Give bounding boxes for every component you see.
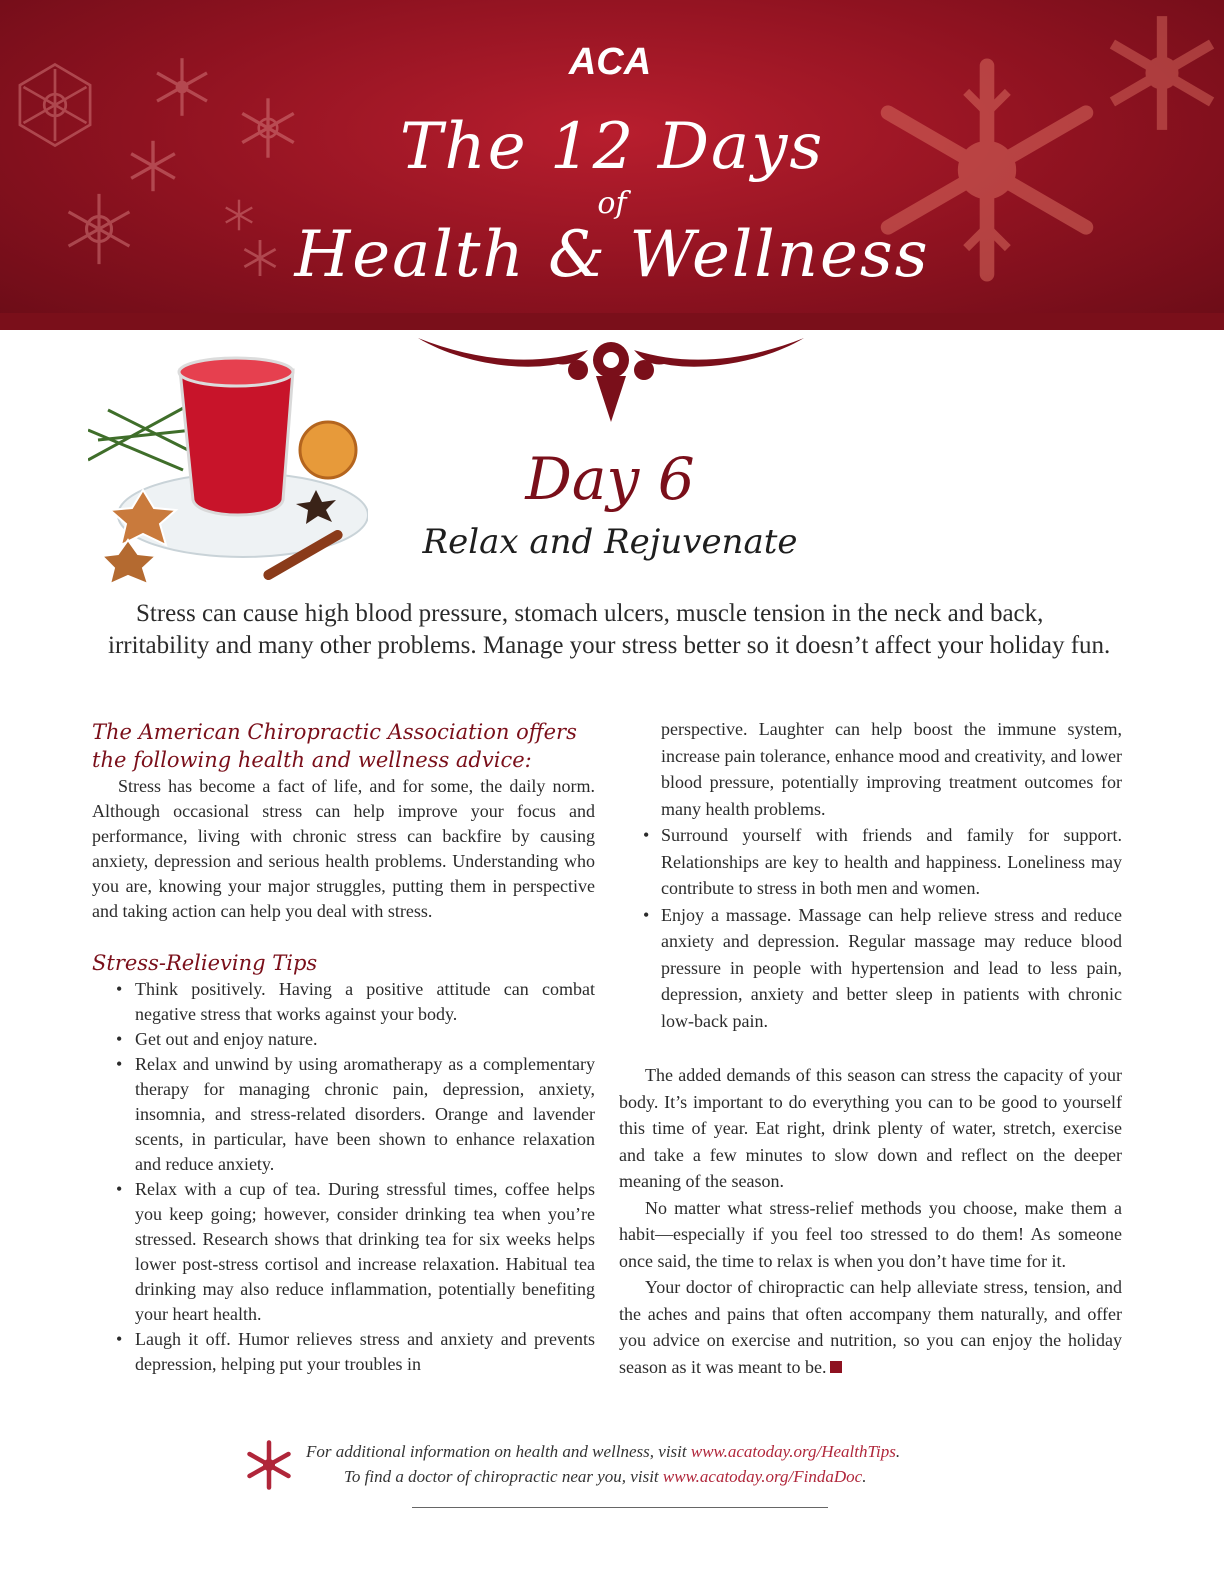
closing-paragraph-2: No matter what stress-relief methods you choose, make them a habit—especially if you feel too stressed to do them! As someone once said, the time to relax is when you don’t have time for it. [619,1197,1122,1271]
list-item: • Surround yourself with friends and family for support. Relationships are key to health and happiness. Loneliness may contribute to stress in both men and women. [643,825,1122,898]
intro-text: Stress can cause high blood pressure, stomach ulcers, muscle tension in the neck and back, irritability and many other problems. Manage your stress better so it doesn’t affect your holiday fun. [108,600,1111,659]
footer-line-2-text: To find a doctor of chiropractic near you, visit [344,1467,663,1486]
closing-paragraph-3 [619,1274,1122,1380]
footer-period: . [895,1442,901,1461]
list-item: • Relax and unwind by using aromatherapy as a complementary therapy for managing chronic pain, depression, anxiety, insomnia, and stress-related disorders. Orange and lavender scents, in particular, have been shown to enhance relaxation and reduce anxiety. [116,1054,595,1174]
advice-heading-line2: the following health and wellness advice: [92,748,532,772]
day-subtitle: Relax and Rejuvenate [422,522,798,562]
tip-text: Think positively. Having a positive attitude can combat negative stress that works against your body. [135,979,595,1024]
tips-heading: Stress-Relieving Tips [92,951,318,975]
banner-title-line1: The 12 Days [399,110,825,184]
snowflake-icon [244,1440,294,1490]
end-square-icon [830,1361,842,1373]
list-item: • Laugh it off. Humor relieves stress and anxiety and prevents depression, helping put your troubles in [116,1329,595,1374]
list-item: • Enjoy a massage. Massage can help relieve stress and reduce anxiety and depression. Regular massage may reduce blood pressure in people with hypertension and lead to less pain, depression, anxiety and better sleep in patients with chronic low-back pain. [643,904,1122,1031]
tip-text: Relax and unwind by using aromatherapy as a complementary therapy for managing chronic pain, depression, anxiety, insomnia, and stress-related disorders. Orange and lavender scents, in particular, have been shown to enhance relaxation and reduce anxiety. [135,1054,595,1174]
list-item: • Think positively. Having a positive attitude can combat negative stress that works against your body. [116,979,595,1024]
footer-period: . [862,1467,867,1486]
health-tips-link[interactable]: www.acatoday.org/HealthTips [690,1442,896,1461]
tea-cup-illustration [88,340,368,602]
header-banner [0,0,1224,330]
closing-paragraph-3-text: Your doctor of chiropractic can help alleviate stress, tension, and the aches and pains that often accompany them naturally, and offer you advice on exercise and nutrition, so you can enjoy the holiday season as it was meant to be. [619,1277,1122,1377]
tip-text: Laugh it off. Humor relieves stress and anxiety and prevents depression, helping put your troubles in [135,1329,595,1374]
find-a-doc-link[interactable]: www.acatoday.org/FindaDoc [662,1467,863,1486]
closing-paragraph-1: The added demands of this season can stress the capacity of your body. It’s important to do everything you can to be good to yourself this time of year. Eat right, drink plenty of water, stretch, exercise and take a few minutes to slow down and reflect on the deeper meaning of the season. [619,1065,1122,1191]
intro-paragraph [108,598,1118,662]
footer [240,1436,1000,1516]
list-item: • Relax with a cup of tea. During stressful times, coffee helps you keep going; however, consider drinking tea when you’re stressed. Research shows that drinking tea for six weeks helps lower post-stress cortisol and increase relaxation. Habitual tea drinking may also reduce inflammation, potentially benefiting your heart health. [116,1179,595,1324]
day-title: Day 6 [525,445,695,513]
tip-text: Relax with a cup of tea. During stressful times, coffee helps you keep going; however, consider drinking tea when you’re stressed. Research shows that drinking tea for six weeks helps lower post-stress cortisol and increase relaxation. Habitual tea drinking may also reduce inflammation, potentially benefiting your heart health. [135,1179,595,1324]
tips-list [92,977,595,1377]
svg-text:ACA: ACA [568,41,652,80]
footer-line-1 [306,1442,900,1462]
tip-text: Enjoy a massage. Massage can help relieve stress and reduce anxiety and depression. Regular massage may reduce blood pressure in people with hypertension and lead to less pain, depression, anxiety and better sleep in patients with chronic low-back pain. [661,904,1122,1031]
aca-logo [560,40,660,80]
footer-line-1-text: For additional information on health and wellness, visit [306,1442,691,1461]
left-column [92,718,595,1377]
advice-heading-line1: The American Chiropractic Association offers [92,720,577,744]
list-item: • Get out and enjoy nature. [116,1029,318,1049]
tip-text: Get out and enjoy nature. [135,1029,318,1049]
tip-continuation: perspective. Laughter can help boost the immune system, increase pain tolerance, enhance mood and creativity, and lower blood pressure, potentially improving treatment outcomes for many health problems. [661,719,1122,819]
tip-text: Surround yourself with friends and family for support. Relationships are key to health and happiness. Loneliness may contribute to stress in both men and women. [661,825,1122,898]
right-column [619,716,1122,1380]
footer-line-2 [344,1467,866,1487]
banner-title-line2: Health & Wellness [294,218,930,292]
advice-paragraph: Stress has become a fact of life, and for some, the daily norm. Although occasional stress can help improve your focus and performance, living with chronic stress can backfire by causing anxiety, depression and serious health problems. Understanding who you are, knowing your major struggles, putting them in perspective and taking action can help you deal with stress. [92,776,595,921]
banner-title-of: of [597,186,627,221]
banner-bottom-band [0,313,1224,330]
ornament-flourish [418,332,804,424]
footer-divider [412,1507,828,1508]
tips-list-continued [619,822,1122,1034]
